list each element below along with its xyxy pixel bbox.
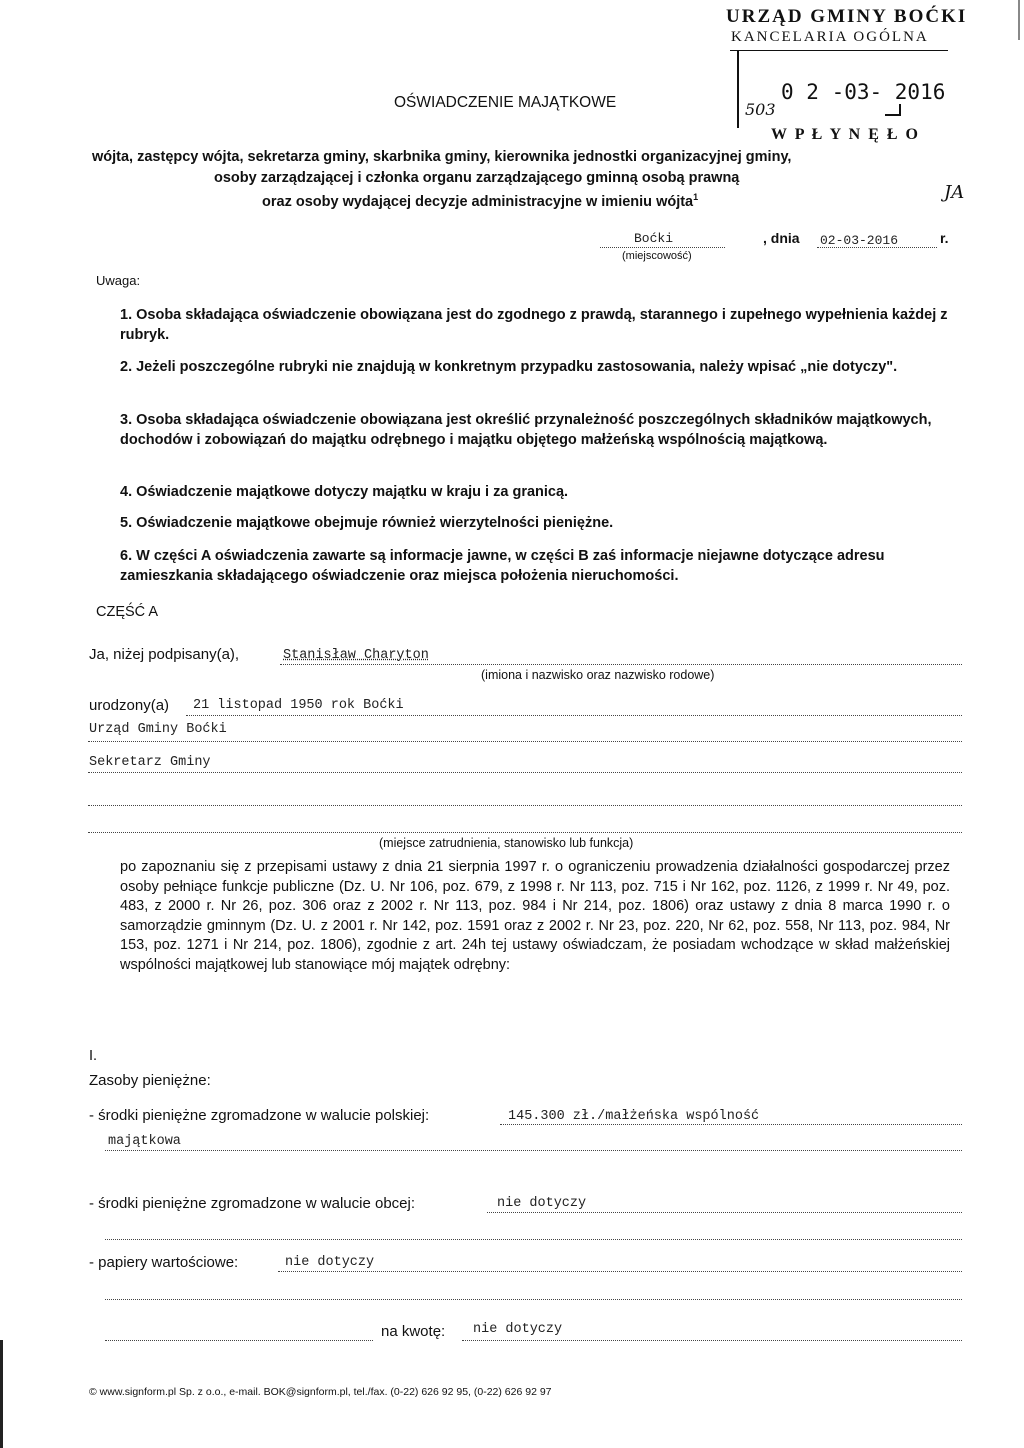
foreign-value: nie dotyczy xyxy=(497,1196,587,1211)
stamp-left-border xyxy=(737,50,739,128)
stamp-received: W P Ł Y N Ę Ł O xyxy=(771,126,920,143)
position-value: Sekretarz Gminy xyxy=(89,755,211,770)
stamp-rule xyxy=(730,50,948,51)
foreign-label: - środki pieniężne zgromadzone w walucie obcej: xyxy=(89,1195,416,1212)
employment-line-4 xyxy=(88,832,962,833)
date-label: , dnia xyxy=(763,230,800,246)
stamp-number: 503 xyxy=(745,100,776,119)
document-title: OŚWIADCZENIE MAJĄTKOWE xyxy=(394,94,617,111)
amount-value: nie dotyczy xyxy=(473,1322,563,1337)
signer-value: Stanisław Charyton xyxy=(283,648,429,663)
securities-underline xyxy=(278,1271,962,1272)
scan-edge-right xyxy=(1018,0,1020,40)
header-line-2: osoby zarządzającej i członka organu zarządzającego gminną osobą prawną xyxy=(214,170,740,186)
stamp-corner-bracket xyxy=(885,104,901,116)
stamp-initials: JA xyxy=(944,182,965,203)
scan-edge-left xyxy=(0,1340,3,1448)
section-i-number: I. xyxy=(89,1048,98,1064)
note-6: 6. W części A oświadczenia zawarte są informacje jawne, w części B zaś informacje niejawne dotyczące adresu zamieszkania składającego oświadczenie oraz miejsca położenia nieruchomości. xyxy=(120,548,885,584)
note-2: 2. Jeżeli poszczególne rubryki nie znajdują w konkretnym przypadku zastosowania, należy wpisać „nie dotyczy". xyxy=(120,359,898,375)
date-value: 02-03-2016 xyxy=(820,233,899,248)
pln-label: - środki pieniężne zgromadzone w walucie polskiej: xyxy=(89,1107,430,1124)
part-a-heading: CZĘŚĆ A xyxy=(96,604,159,620)
footnote-mark: 1 xyxy=(693,192,699,202)
note-5: 5. Oświadczenie majątkowe obejmuje również wierzytelności pieniężne. xyxy=(120,515,614,531)
place-caption: (miejscowość) xyxy=(622,250,692,262)
footer-text: © www.signform.pl Sp. z o.o., e-mail. BOK@signform.pl, tel./fax. (0-22) 626 92 95, (0-22) 626 92 97 xyxy=(89,1386,552,1398)
place-underline xyxy=(600,247,725,248)
signer-label: Ja, niżej podpisany(a), xyxy=(89,646,240,663)
header-line-1: wójta, zastępcy wójta, sekretarza gminy, skarbnika gminy, kierownika jednostki organizacyjnej gminy, xyxy=(92,149,792,165)
date-suffix: r. xyxy=(940,230,949,246)
securities-line-2 xyxy=(105,1299,962,1300)
amount-label: na kwotę: xyxy=(381,1323,446,1340)
header-line-3-text: oraz osoby wydającej decyzje administracyjne w imieniu wójta xyxy=(262,193,694,210)
notes-label: Uwaga: xyxy=(96,273,141,288)
foreign-underline xyxy=(487,1212,962,1213)
stamp-dept: KANCELARIA OGÓLNA xyxy=(731,29,929,45)
stamp-office: URZĄD GMINY BOĆKI xyxy=(726,6,968,27)
employer-underline xyxy=(88,741,962,742)
note-3: 3. Osoba składająca oświadczenie obowiązana jest określić przynależność poszczególnych składników majątkowych, dochodów i zobowiązań do majątku odrębnego i majątku objętego małżeńską wspólnością majątkową. xyxy=(120,412,932,448)
securities-label: - papiery wartościowe: xyxy=(89,1254,239,1271)
signer-caption: (imiona i nazwisko oraz nazwisko rodowe) xyxy=(481,668,715,682)
header-line-3 xyxy=(262,192,698,210)
pln-value: 145.300 zł./małżeńska wspólność xyxy=(508,1109,760,1124)
position-underline xyxy=(88,772,962,773)
born-label: urodzony(a) xyxy=(89,697,170,714)
employer-value: Urząd Gminy Boćki xyxy=(89,722,227,737)
born-value: 21 listopad 1950 rok Boćki xyxy=(193,698,404,713)
foreign-line-2 xyxy=(105,1239,962,1240)
section-i-heading: Zasoby pieniężne: xyxy=(89,1072,211,1089)
statement-paragraph: po zapoznaniu się z przepisami ustawy z dnia 21 sierpnia 1997 r. o ograniczeniu prowadzenia działalności gospodarczej przez osoby pełniące funkcje publiczne (Dz. U. Nr 106, poz. 679, z 1998 r. Nr 113, poz. 715 i Nr 162, poz. 1126, z 1999 r. Nr 49, poz. 483, z 2000 r. Nr 26, poz. 306 oraz z 2002 r. Nr 113, poz. 984 i Nr 214, poz. 1806) oraz ustawy z dnia 8 marca 1990 r. o samorządzie gminnym (Dz. U. z 2001 r. Nr 142, poz. 1591 oraz z 2002 r. Nr 23, poz. 220, Nr 62, poz. 558, Nr 113, poz. 984, Nr 153, poz. 1271 i Nr 214, poz. 1806), zgodnie z art. 24h tej ustawy oświadczam, że posiadam wchodzące w skład małżeńskiej wspólności majątkowej lub stanowiące mój majątek odrębny: xyxy=(120,859,950,973)
employment-caption: (miejsce zatrudnienia, stanowisko lub funkcja) xyxy=(379,836,634,850)
amount-underline xyxy=(462,1340,962,1341)
note-4: 4. Oświadczenie majątkowe dotyczy majątku w kraju i za granicą. xyxy=(120,484,569,500)
signer-underline xyxy=(280,664,962,665)
place-value: Boćki xyxy=(634,231,674,246)
pln-value-cont: majątkowa xyxy=(108,1134,181,1149)
note-1: 1. Osoba składająca oświadczenie obowiązana jest do zgodnego z prawdą, starannego i zupełnego wypełnienia każdej z rubryk. xyxy=(120,307,948,343)
employment-line-3 xyxy=(88,805,962,806)
stamp-date: 0 2 -03- 2016 xyxy=(781,80,946,104)
pln-underline-2 xyxy=(105,1150,962,1151)
pln-underline xyxy=(500,1124,962,1125)
securities-value: nie dotyczy xyxy=(285,1255,375,1270)
amount-lead-line xyxy=(105,1340,373,1341)
born-underline xyxy=(186,715,962,716)
